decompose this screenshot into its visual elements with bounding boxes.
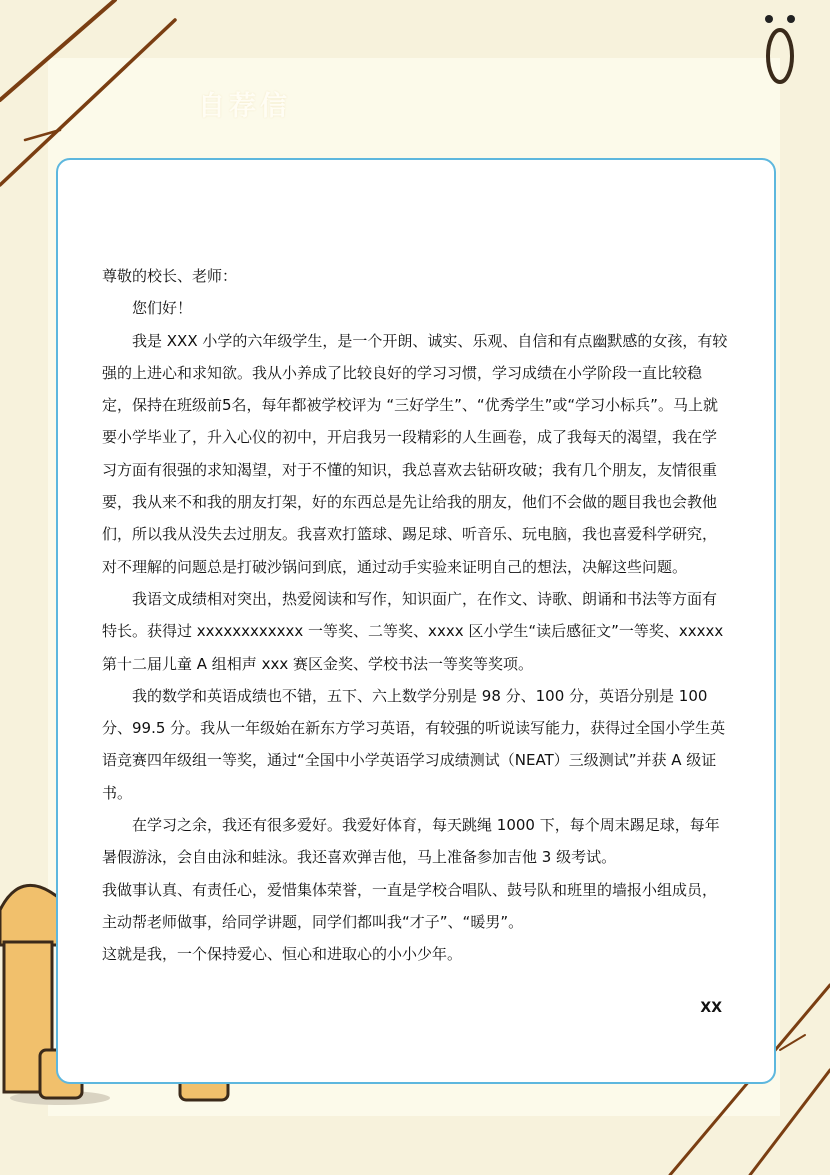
letter-card [56,158,776,1084]
paragraph-closing: 这就是我，一个保持爱心、恒心和进取心的小小少年。 [102,945,463,964]
paragraph-hobbies: 在学习之余，我还有很多爱好。我爱好体育，每天跳绳 1000 下，每个周末踢足球，每年暑假游泳，会自由泳和蛙泳。我还喜欢弹吉他，马上准备参加吉他 3 级考试。 [102,816,720,867]
paragraph-chinese: 我语文成绩相对突出，热爱阅读和写作，知识面广，在作文、诗歌、朗诵和书法等方面有特长。获得过 xxxxxxxxxxxx 一等奖、二等奖、xxxx 区小学生“读后感征文”一等奖、xxxxx 第十二届儿童 A 组相声 xxx 赛区金奖、学校书法一等奖等奖项。 [102,589,724,673]
letter-body [102,260,728,971]
letter-title: 自荐信 [198,91,291,122]
greeting: 尊敬的校长、老师： [102,267,238,285]
paragraph-intro: 我是 XXX 小学的六年级学生，是一个开朗、诚实、乐观、自信和有点幽默感的女孩，有较强的上进心和求知欲。我从小养成了比较良好的学习习惯，学习成绩在小学阶段一直比较稳定，保持在班级前5名，每年都被学校评为 “三好学生”、“优秀学生”或“学习小标兵”。马上就要小学毕业了，升入心仪的初中，开启我另一段精彩的人生画卷，成了我每天的渴望，我在学习方面有很强的求知渴望，对于不懂的知识，我总喜欢去钻研攻破；我有几个朋友，友情很重要，我从来不和我的朋友打架，好的东西总是先让给我的朋友，他们不会做的题目我也会教他们，所以我从没失去过朋友。我喜欢打篮球、踢足球、听音乐、玩电脑，我也喜爱科学研究，对不理解的问题总是打破沙锅问到底，通过动手实验来证明自己的想法，决解这些问题。 [102,331,728,576]
doodle-mark-icon [760,10,800,90]
paragraph-math-english: 我的数学和英语成绩也不错，五下、六上数学分别是 98 分、100 分，英语分别是 100 分、99.5 分。我从一年级始在新东方学习英语，有较强的听说读写能力，获得过全国小学生英语竞赛四年级组一等奖，通过“全国中小学英语学习成绩测试（NEAT）三级测试”并获 A 级证书。 [102,686,726,802]
salutation: 您们好！ [132,299,193,318]
signature: XX [700,1000,722,1016]
paragraph-responsibility: 我做事认真、有责任心，爱惜集体荣誉，一直是学校合唱队、鼓号队和班里的墙报小组成员，主动帮老师做事，给同学讲题，同学们都叫我“才子”、“暖男”。 [102,880,718,931]
